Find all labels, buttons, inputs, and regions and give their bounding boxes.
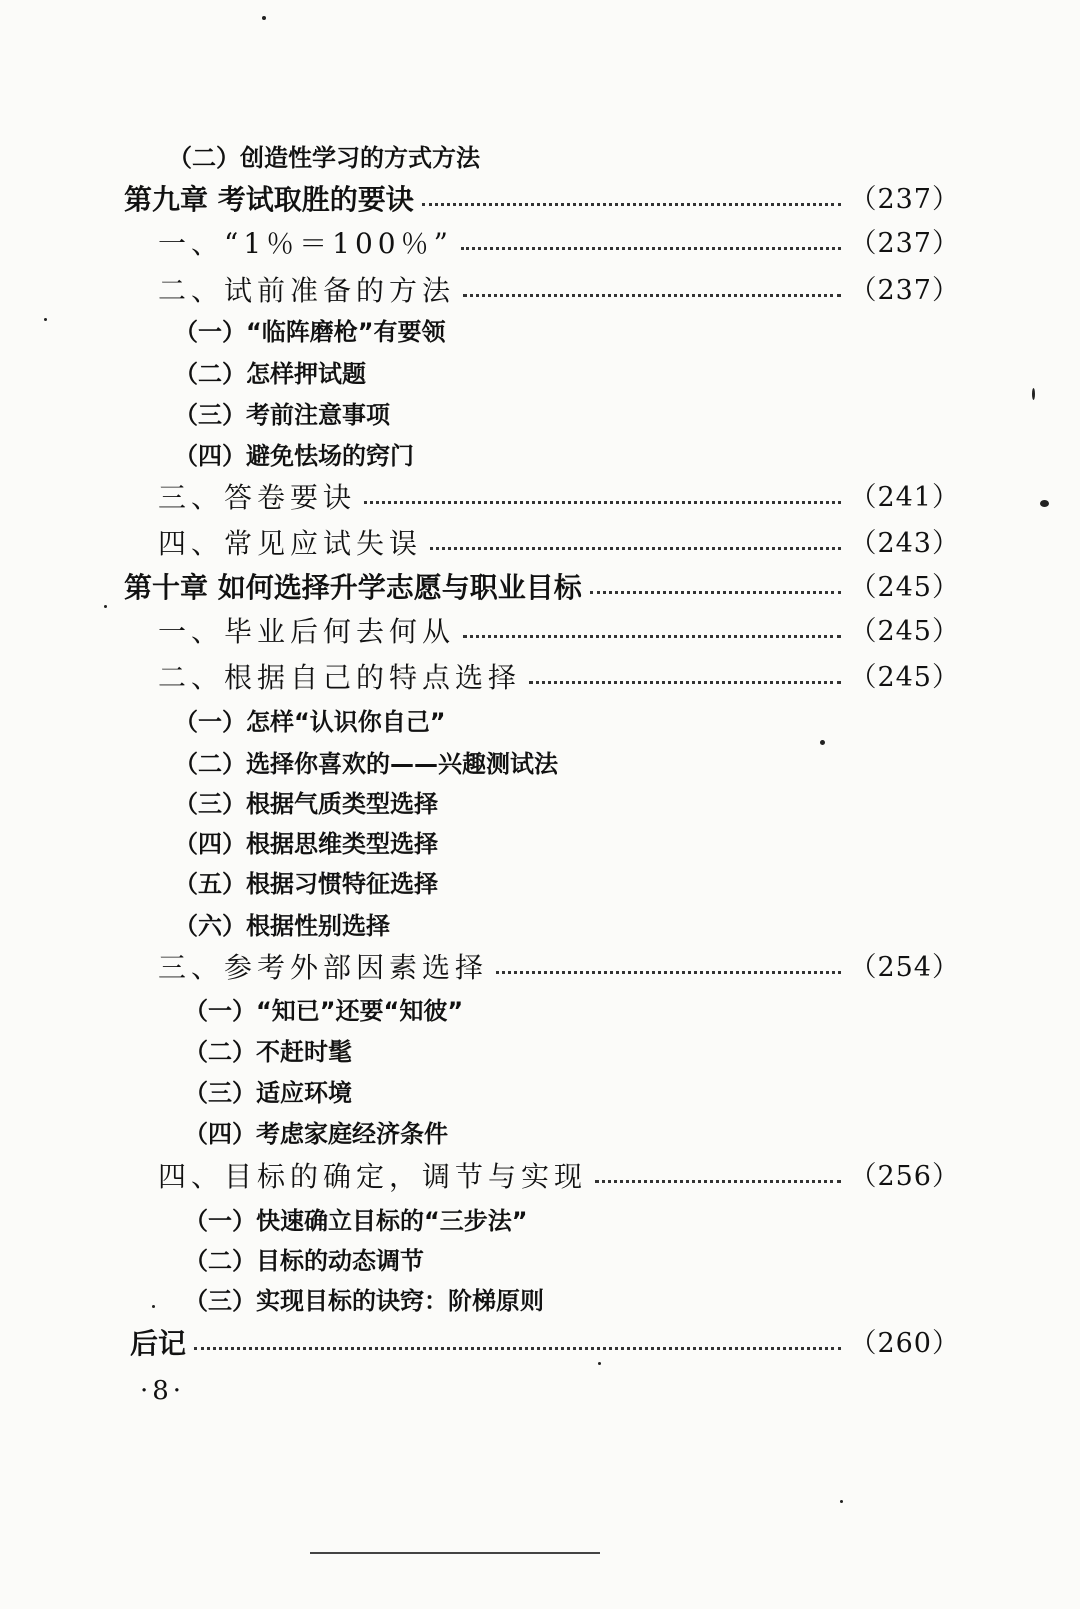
- dot-leader: [496, 969, 841, 974]
- scan-speck: [262, 16, 266, 20]
- toc-entry: [158, 612, 960, 652]
- toc-entry: [184, 1073, 960, 1113]
- toc-entry-title: （三）根据气质类型选择: [174, 790, 438, 818]
- toc-entry-title: 三、参考外部因素选择: [158, 951, 489, 984]
- toc-entry: [158, 948, 960, 988]
- scan-speck: [1032, 388, 1035, 400]
- toc-entry-page: （245）: [849, 662, 960, 693]
- toc-entry: [158, 524, 960, 564]
- page-number: ·8·: [140, 1376, 186, 1406]
- scan-speck: [104, 605, 107, 608]
- toc-entry: [124, 180, 960, 220]
- toc-entry-title: （六）根据性别选择: [174, 912, 390, 940]
- toc-entry: [158, 271, 960, 311]
- dot-leader: [529, 679, 841, 684]
- toc-entry: [184, 991, 960, 1031]
- toc-entry-page: （260）: [849, 1328, 960, 1359]
- toc-entry: [174, 864, 960, 904]
- toc-entry-title: （四）根据思维类型选择: [174, 830, 438, 858]
- toc-entry: [184, 1241, 960, 1281]
- toc-entry: [174, 906, 960, 946]
- toc-entry-page: （245）: [849, 572, 960, 603]
- toc-entry-title: 一、毕业后何去何从: [158, 615, 456, 648]
- toc-entry-title: （一）怎样“认识你自己”: [174, 708, 446, 736]
- toc-entry-title: （五）根据习惯特征选择: [174, 870, 438, 898]
- toc-entry-title: （一）“知已”还要“知彼”: [184, 997, 464, 1025]
- scan-speck: [598, 1362, 601, 1365]
- toc-entry: [184, 1114, 960, 1154]
- toc-entry: [184, 1281, 960, 1321]
- toc-entry-title: （二）选择你喜欢的——兴趣测试法: [174, 750, 558, 778]
- dot-leader: [595, 1178, 841, 1183]
- toc-entry: [184, 1201, 960, 1241]
- toc-entry: [158, 224, 960, 264]
- toc-entry: [130, 1324, 960, 1364]
- toc-entry: [174, 824, 960, 864]
- toc-entry-title: （一）快速确立目标的“三步法”: [184, 1207, 528, 1235]
- toc-entry-title: 四、常见应试失误: [158, 527, 423, 560]
- toc-entry-title: （二）目标的动态调节: [184, 1247, 424, 1275]
- dot-leader: [364, 499, 841, 504]
- dot-leader: [422, 201, 842, 206]
- toc-entry-title: 第九章 考试取胜的要诀: [124, 183, 414, 216]
- scan-speck: [1040, 500, 1049, 507]
- toc-entry: [174, 744, 960, 784]
- toc-entry-page: （237）: [849, 184, 960, 215]
- toc-entry: [174, 312, 960, 352]
- toc-entry-title: （二）创造性学习的方式方法: [168, 144, 480, 172]
- dot-leader: [463, 633, 841, 638]
- dot-leader: [463, 292, 841, 297]
- scan-speck: [820, 740, 825, 745]
- toc-entry-page: （245）: [849, 616, 960, 647]
- toc-entry: [174, 702, 960, 742]
- scan-speck: [840, 1500, 843, 1503]
- scan-speck: [152, 1305, 155, 1308]
- toc-entry-page: （241）: [849, 482, 960, 513]
- bottom-rule: [310, 1552, 600, 1554]
- toc-entry-page: （237）: [849, 228, 960, 259]
- toc-entry: [184, 1032, 960, 1072]
- toc-entry-page: （237）: [849, 275, 960, 306]
- toc-entry-title: （四）考虑家庭经济条件: [184, 1120, 448, 1148]
- toc-entry: [168, 138, 960, 178]
- toc-entry-page: （256）: [849, 1161, 960, 1192]
- toc-entry-title: （三）考前注意事项: [174, 401, 390, 429]
- scan-speck: [44, 318, 47, 321]
- toc-entry-title: 三、答卷要诀: [158, 481, 357, 514]
- dot-leader: [590, 589, 842, 594]
- toc-entry: [158, 658, 960, 698]
- toc-entry: [158, 1157, 960, 1197]
- toc-entry: [174, 784, 960, 824]
- toc-entry: [158, 478, 960, 518]
- toc-entry-page: （254）: [849, 952, 960, 983]
- toc-entry-title: （三）实现目标的诀窍：阶梯原则: [184, 1287, 544, 1315]
- toc-entry-title: （二）怎样押试题: [174, 360, 366, 388]
- toc-entry: [124, 568, 960, 608]
- toc-entry-title: （四）避免怯场的窍门: [174, 442, 414, 470]
- toc-entry: [174, 436, 960, 476]
- toc-entry-title: （三）适应环境: [184, 1079, 352, 1107]
- toc-entry-title: 第十章 如何选择升学志愿与职业目标: [124, 571, 582, 604]
- toc-entry: [174, 395, 960, 435]
- dot-leader: [194, 1345, 841, 1350]
- toc-entry-title: 四、目标的确定，调节与实现: [158, 1160, 588, 1193]
- toc-entry-title: （二）不赶时髦: [184, 1038, 352, 1066]
- toc-entry-title: 一、“1％＝100％”: [158, 227, 453, 260]
- toc-entry-title: 后记: [130, 1327, 187, 1360]
- toc-entry-title: 二、根据自己的特点选择: [158, 661, 522, 694]
- toc-entry-page: （243）: [849, 528, 960, 559]
- dot-leader: [461, 245, 842, 250]
- toc-entry-title: （一）“临阵磨枪”有要领: [174, 318, 446, 346]
- toc-entry-title: 二、试前准备的方法: [158, 274, 456, 307]
- dot-leader: [430, 545, 841, 550]
- toc-entry: [174, 354, 960, 394]
